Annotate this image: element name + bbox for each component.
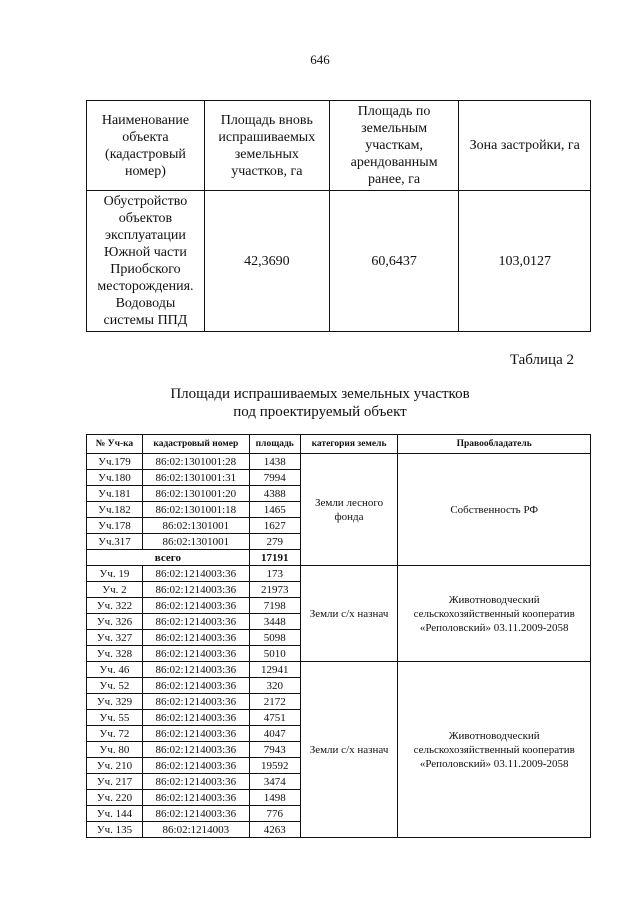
cadastral-number-cell: 86:02:1214003:36 xyxy=(142,598,249,614)
table1-header-row xyxy=(87,101,591,191)
plot-number-cell: Уч. 322 xyxy=(87,598,143,614)
right-holder-cell: Животноводческий сельскохозяйственный кооператив «Реполовский» 03.11.2009-2058 xyxy=(398,566,591,662)
plot-number-cell: Уч. 52 xyxy=(87,678,143,694)
cadastral-number-cell: 86:02:1214003:36 xyxy=(142,774,249,790)
cadastral-number-cell: 86:02:1301001:18 xyxy=(142,502,249,518)
area-cell: 4047 xyxy=(249,726,300,742)
plot-number-cell: Уч. 144 xyxy=(87,806,143,822)
plot-number-cell: Уч. 220 xyxy=(87,790,143,806)
table2-header-row xyxy=(87,435,591,454)
plot-number-cell: Уч.178 xyxy=(87,518,143,534)
area-cell: 7994 xyxy=(249,470,300,486)
land-category-cell: Земли лесного фонда xyxy=(300,454,398,566)
cadastral-number-cell: 86:02:1214003:36 xyxy=(142,566,249,582)
caption-line: Площади испрашиваемых земельных участков xyxy=(170,386,470,402)
cadastral-number-cell: 86:02:1301001:28 xyxy=(142,454,249,470)
table1-header-cell: Зона застройки, га xyxy=(459,101,591,191)
plot-number-cell: Уч. 329 xyxy=(87,694,143,710)
plot-number-cell: Уч. 19 xyxy=(87,566,143,582)
area-cell: 1498 xyxy=(249,790,300,806)
cadastral-number-cell: 86:02:1301001 xyxy=(142,534,249,550)
area-cell: 2172 xyxy=(249,694,300,710)
area-cell: 4388 xyxy=(249,486,300,502)
plot-number-cell: Уч. 55 xyxy=(87,710,143,726)
plot-number-cell: Уч.317 xyxy=(87,534,143,550)
plot-number-cell: Уч. 72 xyxy=(87,726,143,742)
plot-number-cell: Уч. 80 xyxy=(87,742,143,758)
table2-header-cell: категория земель xyxy=(300,435,398,454)
area-cell: 5098 xyxy=(249,630,300,646)
caption-line: под проектируемый объект xyxy=(233,404,407,420)
cadastral-number-cell: 86:02:1214003:36 xyxy=(142,742,249,758)
table1-header-cell: Наименование объекта (кадастровый номер) xyxy=(87,101,205,191)
right-holder-cell: Животноводческий сельскохозяйственный кооператив «Реполовский» 03.11.2009-2058 xyxy=(398,662,591,838)
table2-caption xyxy=(0,385,640,421)
cadastral-number-cell: 86:02:1214003:36 xyxy=(142,726,249,742)
cadastral-number-cell: 86:02:1214003:36 xyxy=(142,614,249,630)
right-holder-cell: Собственность РФ xyxy=(398,454,591,566)
area-cell: 1627 xyxy=(249,518,300,534)
area-cell: 320 xyxy=(249,678,300,694)
table2-header-cell: площадь xyxy=(249,435,300,454)
table-row xyxy=(87,454,591,470)
page-number: 646 xyxy=(310,52,330,67)
land-category-cell: Земли с/х назнач xyxy=(300,662,398,838)
cadastral-number-cell: 86:02:1214003:36 xyxy=(142,630,249,646)
area-cell: 279 xyxy=(249,534,300,550)
area-cell: 3474 xyxy=(249,774,300,790)
plot-number-cell: Уч. 2 xyxy=(87,582,143,598)
area-cell: 3448 xyxy=(249,614,300,630)
cadastral-number-cell: 86:02:1214003:36 xyxy=(142,582,249,598)
plot-number-cell: Уч. 217 xyxy=(87,774,143,790)
cadastral-number-cell: 86:02:1214003:36 xyxy=(142,758,249,774)
total-value-cell: 17191 xyxy=(249,550,300,566)
area-cell: 4751 xyxy=(249,710,300,726)
new-area-cell: 42,3690 xyxy=(204,191,329,332)
table-label: Таблица 2 xyxy=(509,352,574,368)
plot-number-cell: Уч.179 xyxy=(87,454,143,470)
cadastral-number-cell: 86:02:1214003:36 xyxy=(142,662,249,678)
area-cell: 776 xyxy=(249,806,300,822)
area-cell: 1438 xyxy=(249,454,300,470)
land-category-cell: Земли с/х назнач xyxy=(300,566,398,662)
total-label-cell: всего xyxy=(87,550,250,566)
area-cell: 12941 xyxy=(249,662,300,678)
leased-area-cell: 60,6437 xyxy=(329,191,459,332)
cadastral-number-cell: 86:02:1301001:31 xyxy=(142,470,249,486)
table1-data-row xyxy=(87,191,591,332)
cadastral-number-cell: 86:02:1214003:36 xyxy=(142,646,249,662)
cadastral-number-cell: 86:02:1214003:36 xyxy=(142,806,249,822)
area-cell: 7943 xyxy=(249,742,300,758)
cadastral-number-cell: 86:02:1214003:36 xyxy=(142,678,249,694)
cadastral-number-cell: 86:02:1214003:36 xyxy=(142,790,249,806)
plot-number-cell: Уч.182 xyxy=(87,502,143,518)
object-name-cell: Обустройство объектов эксплуатации Южной части Приобского месторождения. Водоводы системы ППД xyxy=(87,191,205,332)
area-cell: 7198 xyxy=(249,598,300,614)
plot-number-cell: Уч.180 xyxy=(87,470,143,486)
table-row xyxy=(87,566,591,582)
plot-number-cell: Уч. 210 xyxy=(87,758,143,774)
cadastral-number-cell: 86:02:1214003 xyxy=(142,822,249,838)
objects-area-table xyxy=(86,100,591,332)
area-cell: 173 xyxy=(249,566,300,582)
plot-number-cell: Уч. 135 xyxy=(87,822,143,838)
cadastral-number-cell: 86:02:1214003:36 xyxy=(142,694,249,710)
area-cell: 4263 xyxy=(249,822,300,838)
cadastral-number-cell: 86:02:1301001 xyxy=(142,518,249,534)
table-row xyxy=(87,662,591,678)
land-plots-table xyxy=(86,434,591,838)
development-zone-cell: 103,0127 xyxy=(459,191,591,332)
table2-header-cell: Правообладатель xyxy=(398,435,591,454)
area-cell: 1465 xyxy=(249,502,300,518)
table2-header-cell: кадастровый номер xyxy=(142,435,249,454)
plot-number-cell: Уч.181 xyxy=(87,486,143,502)
cadastral-number-cell: 86:02:1301001:20 xyxy=(142,486,249,502)
table1-header-cell: Площадь по земельным участкам, арендованным ранее, га xyxy=(329,101,459,191)
plot-number-cell: Уч. 328 xyxy=(87,646,143,662)
area-cell: 21973 xyxy=(249,582,300,598)
cadastral-number-cell: 86:02:1214003:36 xyxy=(142,710,249,726)
plot-number-cell: Уч. 46 xyxy=(87,662,143,678)
plot-number-cell: Уч. 326 xyxy=(87,614,143,630)
area-cell: 5010 xyxy=(249,646,300,662)
table1-header-cell: Площадь вновь испрашиваемых земельных участков, га xyxy=(204,101,329,191)
area-cell: 19592 xyxy=(249,758,300,774)
plot-number-cell: Уч. 327 xyxy=(87,630,143,646)
table2-header-cell: № Уч-ка xyxy=(87,435,143,454)
